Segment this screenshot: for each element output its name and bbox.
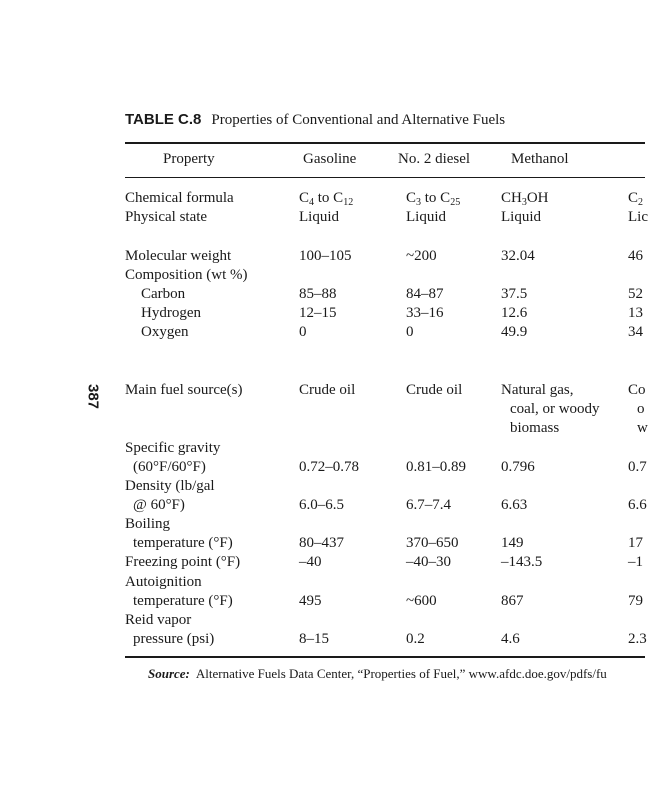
cell-property: Molecular weight (125, 248, 232, 264)
cell-property: @ 60°F) (133, 497, 185, 513)
cell-next-column: 79 (628, 593, 643, 609)
cell-methanol: 32.04 (501, 248, 535, 264)
cell-methanol: 867 (501, 593, 524, 609)
cell-property: Boiling (125, 516, 171, 532)
cell-gasoline: Crude oil (299, 382, 356, 398)
cell-next-column: $C_2$ (628, 190, 644, 208)
cell-property: Main fuel source(s) (125, 382, 243, 398)
cell-diesel: ~200 (406, 248, 437, 264)
source-note (148, 666, 607, 682)
cell-diesel: 370–650 (406, 535, 459, 551)
cell-gasoline: 495 (299, 593, 322, 609)
header-property: Property (163, 151, 215, 167)
cell-methanol: biomass (510, 420, 560, 436)
cell-methanol: 49.9 (501, 324, 528, 340)
cell-diesel: 0 (406, 324, 414, 340)
cell-next-column: 34 (628, 324, 643, 340)
cell-property: Specific gravity (125, 440, 221, 456)
cell-diesel: –40–30 (406, 554, 451, 570)
cell-property: pressure (psi) (133, 631, 215, 647)
bottom-rule (125, 656, 645, 658)
cell-diesel: $C_3$ to $C_{25}$ (406, 190, 461, 208)
cell-next-column: 52 (628, 286, 643, 302)
cell-methanol: 0.796 (501, 459, 535, 475)
cell-property: Physical state (125, 209, 208, 225)
cell-property: Oxygen (141, 324, 189, 340)
cell-gasoline: 6.0–6.5 (299, 497, 344, 513)
cell-property: Hydrogen (141, 305, 201, 321)
cell-methanol: 37.5 (501, 286, 528, 302)
cell-gasoline: 85–88 (299, 286, 337, 302)
cell-diesel: 0.2 (406, 631, 425, 647)
cell-next-column: w (637, 420, 648, 436)
top-rule (125, 142, 645, 144)
cell-property: Carbon (141, 286, 186, 302)
page-number: 387 (84, 383, 102, 410)
cell-gasoline: 100–105 (299, 248, 352, 264)
cell-gasoline: –40 (299, 554, 322, 570)
cell-property: Freezing point (°F) (125, 554, 241, 570)
table-caption: Properties of Conventional and Alternative Fuels (211, 112, 506, 128)
header-methanol: Methanol (511, 151, 569, 167)
cell-next-column: o (637, 401, 645, 417)
cell-next-column: 13 (628, 305, 643, 321)
cell-methanol: –143.5 (501, 554, 543, 570)
header-gasoline: Gasoline (303, 151, 357, 167)
cell-next-column: –1 (628, 554, 643, 570)
cell-property: temperature (°F) (133, 593, 233, 609)
cell-diesel: 0.81–0.89 (406, 459, 466, 475)
cell-diesel: Liquid (406, 209, 446, 225)
cell-property: Chemical formula (125, 190, 234, 206)
cell-gasoline: Liquid (299, 209, 339, 225)
cell-property: (60°F/60°F) (133, 459, 206, 475)
cell-methanol: 12.6 (501, 305, 528, 321)
cell-diesel: 6.7–7.4 (406, 497, 451, 513)
cell-methanol: Natural gas, (501, 382, 574, 398)
source-label: Source: (148, 666, 190, 681)
cell-next-column: 0.7 (628, 459, 647, 475)
cell-property: Reid vapor (125, 612, 192, 628)
cell-diesel: 33–16 (406, 305, 444, 321)
cell-property: Autoignition (125, 574, 202, 590)
table-title (125, 111, 505, 129)
header-diesel: No. 2 diesel (398, 151, 471, 167)
cell-gasoline: 0.72–0.78 (299, 459, 359, 475)
cell-methanol: $CH_3OH$ (501, 190, 549, 208)
cell-next-column: 17 (628, 535, 643, 551)
cell-property: Composition (wt %) (125, 267, 248, 283)
cell-methanol: 4.6 (501, 631, 520, 647)
cell-diesel: 84–87 (406, 286, 444, 302)
cell-gasoline: 80–437 (299, 535, 344, 551)
cell-diesel: ~600 (406, 593, 437, 609)
cell-methanol: coal, or woody (510, 401, 600, 417)
cell-methanol: Liquid (501, 209, 541, 225)
cell-gasoline: 8–15 (299, 631, 329, 647)
cell-next-column: 2.3 (628, 631, 647, 647)
cell-gasoline: 12–15 (299, 305, 337, 321)
cell-gasoline: $C_4$ to $C_{12}$ (299, 190, 354, 208)
cell-property: Density (lb/gal (125, 478, 215, 494)
cell-next-column: Co (628, 382, 646, 398)
source-text: Alternative Fuels Data Center, “Properties of Fuel,” www.afdc.doe.gov/pdfs/fu (195, 666, 607, 681)
cell-property: temperature (°F) (133, 535, 233, 551)
header-rule (125, 177, 645, 178)
cell-methanol: 6.63 (501, 497, 528, 513)
cell-next-column: 6.6 (628, 497, 647, 513)
cell-diesel: Crude oil (406, 382, 463, 398)
table-label: TABLE C.8 (125, 111, 202, 128)
cell-next-column: Lic (628, 209, 648, 225)
cell-next-column: 46 (628, 248, 643, 264)
cell-methanol: 149 (501, 535, 524, 551)
cell-gasoline: 0 (299, 324, 307, 340)
